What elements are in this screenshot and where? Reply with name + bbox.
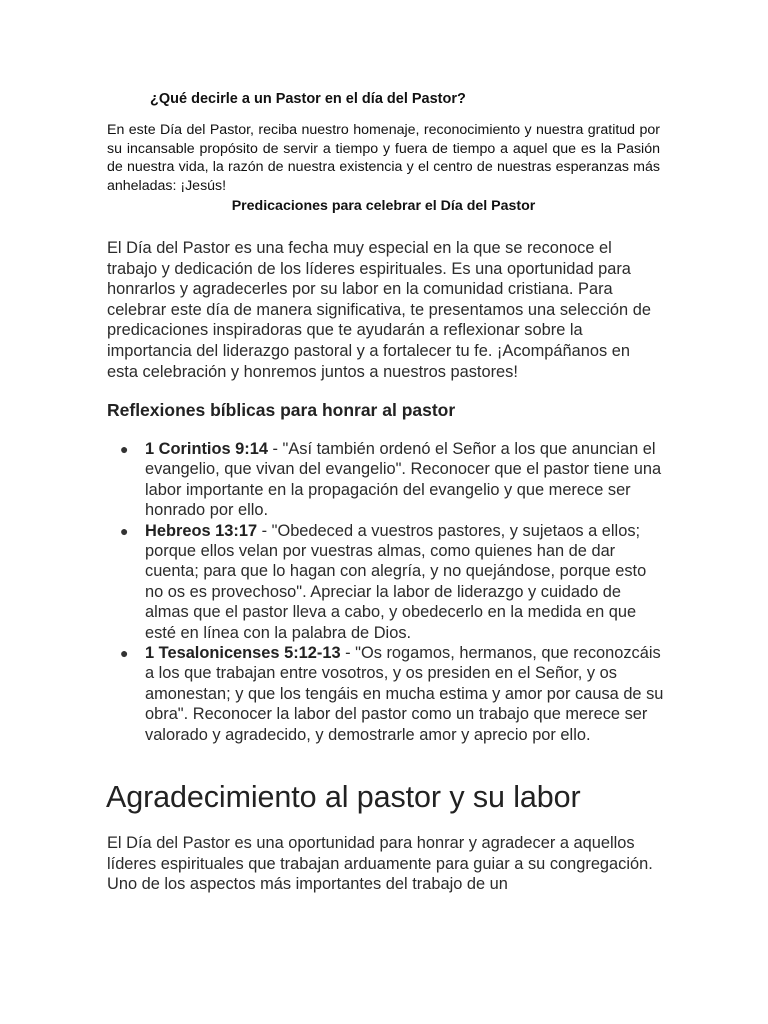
- bullet-icon: ●: [120, 645, 129, 662]
- bullet-icon: ●: [120, 522, 129, 539]
- verse-text: - "Obedeced a vuestros pastores, y sujetaos a ellos; porque ellos velan por vuestras almas, como quienes han de dar cuenta; para que lo hagan con alegría, y no quejándose, porque esto no os es provechoso". Apreciar la labor de liderazgo y cuidado de almas que el pastor lleva a cabo, y obedecerlo en la medida en que esté en línea con la palabra de Dios.: [145, 521, 647, 642]
- intro-paragraph: En este Día del Pastor, reciba nuestro homenaje, reconocimiento y nuestra gratitud por su incansable propósito de servir a tiempo y fuera de tiempo a aquel que es la Pasión de nuestra vida, la razón de nuestra existencia y el centro de nuestras esperanzas más anheladas: ¡Jesús!: [107, 122, 660, 194]
- verse-text: - "Así también ordenó el Señor a los que anuncian el evangelio, que vivan del evangelio". Reconocer que el pastor tiene una labor importante en la propagación del evangelio y que merece ser honrado por ello.: [145, 440, 662, 520]
- verse-text: - "Os rogamos, hermanos, que reconozcáis a los que trabajan entre vosotros, y os presiden en el Señor, y os amonestan; y que los tengáis en mucha estima y amor por causa de su obra". Reconocer la labor del pastor como un trabajo que merece ser valorado y agradecido, y demostrarle amor y aprecio por ello.: [145, 644, 664, 744]
- intro-body-paragraph: El Día del Pastor es una fecha muy especial en la que se reconoce el trabajo y dedicación de los líderes espirituales. Es una oportunidad para honrarlos y agradecerles por su labor en la comunidad cristiana. Para celebrar este día de manera significativa, te presentamos una selección de predicaciones inspiradoras que te ayudarán a reflexionar sobre la importancia del liderazgo pastoral y a fortalecer tu fe. ¡Acompáñanos en esta celebración y honremos juntos a nuestros pastores!: [107, 239, 651, 381]
- list-item: [107, 643, 667, 745]
- verse-reference: Hebreos 13:17: [145, 521, 258, 540]
- list-item: [107, 439, 667, 521]
- gratitude-paragraph: El Día del Pastor es una oportunidad para honrar y agradecer a aquellos líderes espirituales que trabajan arduamente para guiar a su congregación. Uno de los aspectos más importantes del trabajo de un: [107, 834, 653, 894]
- verse-reference: 1 Tesalonicenses 5:12-13: [145, 644, 341, 663]
- list-item: [107, 521, 667, 643]
- gratitude-heading: Agradecimiento al pastor y su labor: [106, 780, 581, 814]
- reflections-heading: Reflexiones bíblicas para honrar al pastor: [107, 400, 456, 420]
- question-title: ¿Qué decirle a un Pastor en el día del Pastor?: [150, 91, 466, 107]
- sermons-title: Predicaciones para celebrar el Día del Pastor: [231, 198, 536, 214]
- verse-list: [107, 439, 667, 745]
- verse-reference: 1 Corintios 9:14: [145, 440, 268, 458]
- bullet-icon: ●: [120, 441, 129, 457]
